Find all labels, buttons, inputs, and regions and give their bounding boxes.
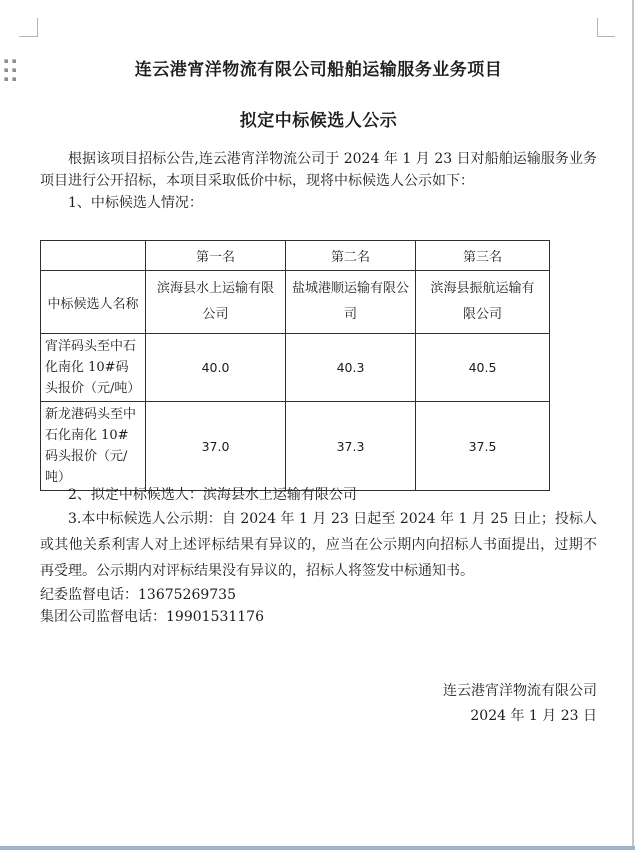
price-xiaoyang-third: 40.5 — [416, 334, 550, 402]
signature-block — [40, 679, 597, 729]
item2-proposed-winner: 2、拟定中标候选人：滨海县水上运输有限公司 — [68, 487, 357, 503]
price-xinlonggang-second: 37.3 — [286, 402, 416, 491]
table-header-row — [41, 241, 550, 271]
discipline-phone-line: 纪委监督电话：13675269735 — [40, 587, 236, 603]
bottom-bar — [0, 846, 635, 850]
page-right-edge-line — [632, 0, 634, 850]
margin-corner-mark-top-right — [597, 18, 615, 37]
intro-block — [40, 148, 597, 214]
table-row-candidate-names — [41, 271, 550, 334]
item3-publicity-period: 3.本中标候选人公示期：自 2024 年 1 月 23 日起至 2024 年 1 月 25 日止；投标人或其他关系利害人对上述评标结果有异议的，应当在公示期内向招标人书面提出，过期不再受理。公示期内对评标结果没有异议的，招标人将签发中标通知书。 — [40, 511, 597, 579]
price-xiaoyang-second: 40.3 — [286, 334, 416, 402]
signature-company: 连云港宵洋物流有限公司 — [443, 683, 597, 699]
document-title: 连云港宵洋物流有限公司船舶运输服务业务项目 — [134, 60, 503, 80]
table-corner-cell — [41, 241, 146, 271]
table-header-third-place: 第三名 — [416, 241, 550, 271]
candidate-second: 盐城港顺运输有限公司 — [286, 271, 416, 334]
group-phone-line: 集团公司监督电话：19901531176 — [40, 609, 264, 625]
margin-corner-mark-top-left — [19, 18, 38, 37]
item1-heading: 1、中标候选人情况： — [68, 195, 203, 211]
price-xinlonggang-third: 37.5 — [416, 402, 550, 491]
table-row-price-xinlonggang — [41, 402, 550, 491]
candidate-first: 滨海县水上运输有限公司 — [146, 271, 286, 334]
price-xinlonggang-first: 37.0 — [146, 402, 286, 491]
price-xiaoyang-first: 40.0 — [146, 334, 286, 402]
table-header-first-place: 第一名 — [146, 241, 286, 271]
candidate-third: 滨海县振航运输有限公司 — [416, 271, 550, 334]
signature-date: 2024 年 1 月 23 日 — [470, 708, 597, 724]
intro-paragraph: 根据该项目招标公告,连云港宵洋物流公司于 2024 年 1 月 23 日对船舶运输服务业务项目进行公开招标，本项目采取低价中标，现将中标候选人公示如下： — [40, 151, 597, 189]
row-label-price-xinlonggang: 新龙港码头至中石化南化 10#码头报价（元/吨） — [41, 402, 146, 491]
document-subtitle: 拟定中标候选人公示 — [239, 111, 398, 131]
row-label-price-xiaoyang: 宵洋码头至中石化南化 10#码头报价（元/吨） — [41, 334, 146, 402]
candidates-table — [40, 240, 550, 491]
table-header-second-place: 第二名 — [286, 241, 416, 271]
row-label-candidate-name: 中标候选人名称 — [41, 271, 146, 334]
drag-handle-icon[interactable] — [4, 59, 16, 81]
table-row-price-xiaoyang — [41, 334, 550, 402]
